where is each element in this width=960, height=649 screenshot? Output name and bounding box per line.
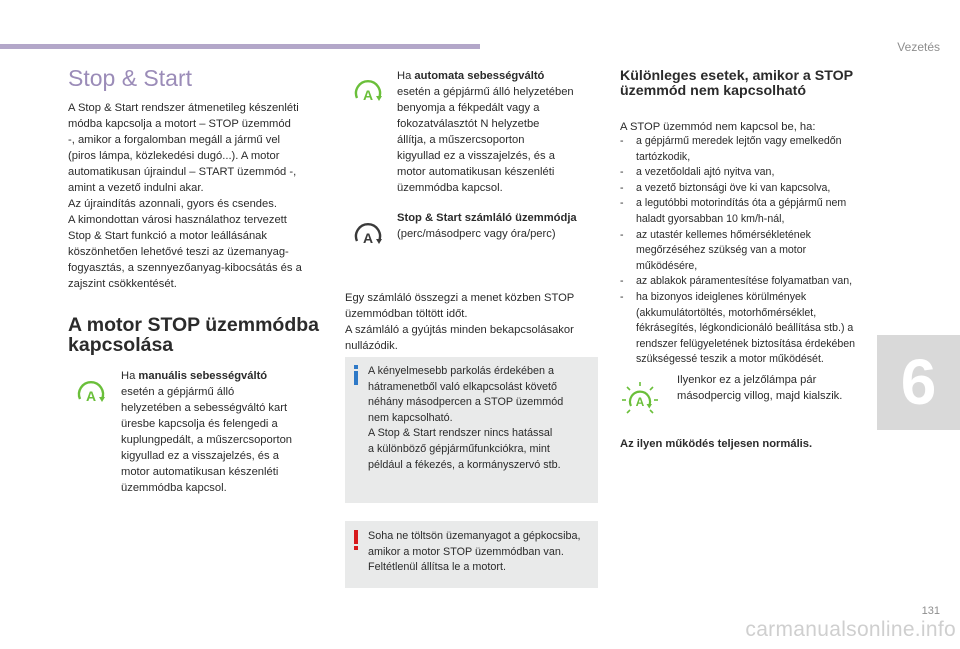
svg-text:A: A <box>362 230 374 246</box>
flash-line: másodpercig villog, majd kialszik. <box>677 390 843 402</box>
auto-line: kigyullad ez a visszajelzés, és a <box>397 150 555 162</box>
manual-line: kigyullad ez a visszajelzés, és a <box>121 450 279 462</box>
info-line: néhány másodpercen a STOP üzemmód <box>368 396 564 409</box>
auto-line: esetén a gépjármű álló helyzetében <box>397 86 574 98</box>
list-item: - az ablakok páramentesítése folyamatban van, <box>620 274 872 290</box>
svg-text:A: A <box>635 395 645 409</box>
info-line: például a fékezés, a kormányszervó stb. <box>368 458 561 471</box>
intro-line: zajszint csökkentését. <box>68 278 177 290</box>
warning-icon <box>352 530 360 550</box>
list-item: - az utastér kellemes hőmérsékletének megőrzéséhez szükség van a motor működésére, <box>620 228 872 275</box>
info-line: hátramenetből való elkapcsolást követő <box>368 380 558 393</box>
list-item: - a gépjármű meredek lejtőn vagy emelkedőn tartózkodik, <box>620 134 872 165</box>
chapter-number: 6 <box>900 346 937 418</box>
info-line: nem kapcsolható. <box>368 411 453 424</box>
info-line: a különböző gépjárműfunkciókra, mint <box>368 442 550 455</box>
intro-paragraph <box>68 100 333 292</box>
info-icon <box>352 365 360 385</box>
normal-operation-note: Az ilyen működés teljesen normális. <box>620 438 813 450</box>
special-cases-list <box>620 134 872 368</box>
svg-text:A: A <box>362 87 374 103</box>
auto-bold: automata sebességváltó <box>414 70 545 82</box>
summary-line: üzemmódban töltött időt. <box>345 308 468 320</box>
manual-line: motor automatikusan készenléti <box>121 466 279 478</box>
flash-note <box>677 372 877 404</box>
header-bar <box>0 44 480 49</box>
intro-line: Stop & Start funkció a motor leállásának <box>68 230 267 242</box>
auto-line: motor automatikusan készenléti <box>397 166 555 178</box>
counter-title: Stop & Start számláló üzemmódja <box>397 212 577 224</box>
warning-line: Soha ne töltsön üzemanyagot a gépkocsiba, <box>368 530 581 542</box>
watermark: carmanualsonline.info <box>745 618 956 641</box>
manual-line: esetén a gépjármű álló <box>121 386 235 398</box>
intro-line: módba kapcsolja a motort – STOP üzemmód <box>68 118 291 130</box>
manual-line: kuplungpedált, a műszercsoporton <box>121 434 293 446</box>
auto-line: állítja, a műszercsoporton <box>397 134 525 146</box>
list-item: - ha bizonyos ideiglenes körülmények (akkumulátortöltés, motorhőmérséklet, fékrásegítés, légkondicionáló beállítása stb.) a rendszer felügyeletének biztosítása érdekében szükségessé teszik a motor működését. <box>620 290 872 368</box>
info-line: A Stop & Start rendszer nincs hatással <box>368 427 553 440</box>
intro-line: Az újraindítás azonnali, gyors és csendes. <box>68 198 277 210</box>
manual-gearbox-text <box>121 368 341 496</box>
list-item: - a vezető biztonsági öve ki van kapcsolva, <box>620 181 872 197</box>
manual-line: helyzetében a sebességváltó kart <box>121 402 288 414</box>
stop-start-counter-icon <box>351 222 385 252</box>
manual-line: üresbe kapcsolja és felengedi a <box>121 418 278 430</box>
svg-text:A: A <box>85 388 97 404</box>
intro-line: A Stop & Start rendszer átmenetileg készenléti <box>68 102 299 114</box>
manual-prefix: Ha <box>121 370 139 382</box>
intro-line: amint a vezető indulni akar. <box>68 182 204 194</box>
auto-line: benyomja a fékpedált vagy a <box>397 102 540 114</box>
section-label: Vezetés <box>897 40 940 54</box>
stop-start-green-icon <box>351 79 385 109</box>
intro-line: (piros lámpa, közlekedési dugó...). A motor <box>68 150 280 162</box>
auto-line: üzemmódba kapcsol. <box>397 182 503 194</box>
manual-line: üzemmódba kapcsol. <box>121 482 227 494</box>
intro-line: köszönhetően lehetővé teszi az üzemanyag- <box>68 246 289 258</box>
list-item: - a vezetőoldali ajtó nyitva van, <box>620 165 872 181</box>
list-item: - a legutóbbi motorindítás óta a gépjármű nem haladt gyorsabban 10 km/h-nál, <box>620 196 872 227</box>
intro-line: automatikusan újraindul – START üzemmód -, <box>68 166 297 178</box>
section-heading-stop-mode: A motor STOP üzemmódba kapcsolása <box>68 314 320 356</box>
counter-text <box>397 210 597 242</box>
intro-line: fogyasztás, a szennyezőanyag-kibocsátás és a <box>68 262 302 274</box>
intro-line: -, amikor a forgalomban megáll a jármű vel <box>68 134 281 146</box>
summary-line: A számláló a gyújtás minden bekapcsolásakor <box>345 324 574 336</box>
auto-line: fokozatválasztót N helyzetbe <box>397 118 540 130</box>
stop-start-green-icon <box>74 380 108 410</box>
flash-line: Ilyenkor ez a jelzőlámpa pár <box>677 374 817 386</box>
stop-start-flashing-icon <box>621 381 659 417</box>
warning-line: Feltétlenül állítsa le a motort. <box>368 561 507 574</box>
special-cases-intro: A STOP üzemmód nem kapcsol be, ha: <box>620 121 816 133</box>
page-title: Stop & Start <box>68 65 193 91</box>
special-cases-heading: Különleges esetek, amikor a STOP üzemmód nem kapcsolható <box>620 68 853 99</box>
info-line: A kényelmesebb parkolás érdekében a <box>368 365 555 377</box>
manual-bold: manuális sebességváltó <box>138 370 268 382</box>
warning-line: amikor a motor STOP üzemmódban van. <box>368 545 564 558</box>
auto-prefix: Ha <box>397 70 415 82</box>
intro-line: A kimondottan városi használathoz tervezett <box>68 214 287 226</box>
warning-text <box>368 529 596 576</box>
counter-line: (perc/másodperc vagy óra/perc) <box>397 228 556 240</box>
counter-summary <box>345 290 598 354</box>
info-text <box>368 364 593 473</box>
automatic-gearbox-text <box>397 68 597 196</box>
summary-line: Egy számláló összegzi a menet közben STOP <box>345 292 575 304</box>
page-number: 131 <box>921 605 940 617</box>
summary-line: nullázódik. <box>345 340 398 352</box>
